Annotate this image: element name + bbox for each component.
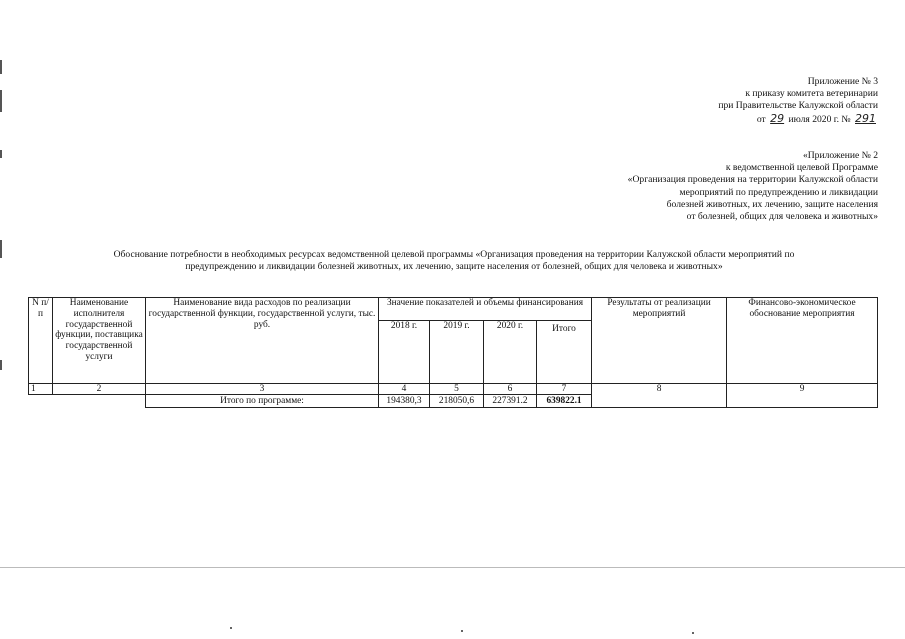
appendix-line: «Приложение № 2	[802, 150, 878, 161]
total-2018: 194380,3	[379, 395, 430, 408]
total-sum: 639822.1	[537, 395, 592, 408]
header-cell-2020: 2020 г.	[484, 321, 537, 384]
appendix-line: при Правительстве Калужской области	[718, 100, 878, 112]
appendix-date-line	[718, 113, 878, 126]
document-heading	[30, 249, 878, 272]
header-cell-justification: Финансово-экономическое обоснование мероприятия	[727, 298, 878, 384]
heading-line: предупреждению и ликвидации болезней животных, их лечению, защите населения от болезней, общих для человека и животных»	[185, 260, 723, 272]
scan-speck	[230, 627, 232, 629]
table-header-row	[29, 298, 878, 321]
header-cell-2019: 2019 г.	[430, 321, 484, 384]
total-2020: 227391.2	[484, 395, 537, 408]
scan-bottom-line	[0, 567, 905, 568]
total-label: Итого по программе:	[146, 395, 379, 408]
scan-speck	[461, 630, 463, 632]
column-number: 1	[29, 384, 53, 395]
column-number: 5	[430, 384, 484, 395]
date-prefix: от	[756, 113, 766, 125]
appendix-line: от болезней, общих для человека и животных»	[686, 211, 878, 223]
appendix-3-header	[718, 76, 878, 126]
heading-line: Обоснование потребности в необходимых ресурсах ведомственной целевой программы «Организация проведения на территории Калужской области мероприятий по	[113, 249, 795, 260]
column-number: 2	[53, 384, 146, 395]
header-cell-financing-group: Значение показателей и объемы финансирования	[379, 298, 592, 321]
column-number: 6	[484, 384, 537, 395]
header-cell-2018: 2018 г.	[379, 321, 430, 384]
handwritten-order-number: 291	[855, 111, 876, 125]
column-number: 7	[537, 384, 592, 395]
appendix-line: болезней животных, их лечению, защите населения	[666, 198, 878, 210]
appendix-line: к ведомственной целевой Программе	[725, 162, 878, 174]
scan-edge-marks	[0, 60, 3, 560]
column-number: 9	[727, 384, 878, 408]
column-number-row	[29, 384, 878, 395]
scan-speck	[692, 632, 694, 634]
appendix-line: «Организация проведения на территории Калужской области	[627, 174, 878, 186]
appendix-line: к приказу комитета ветеринарии	[745, 88, 878, 100]
header-cell-total: Итого	[537, 321, 592, 384]
header-cell-results: Результаты от реализации мероприятий	[592, 298, 727, 384]
header-cell-executor: Наименование исполнителя государственной функции, поставщика государственной услуги	[53, 298, 146, 384]
resources-table	[28, 297, 878, 408]
header-cell-index: N п/ п	[29, 298, 53, 384]
total-row-empty	[29, 395, 146, 408]
header-cell-expense-type: Наименование вида расходов по реализации государственной функции, государственной услуги, тыс. руб.	[146, 298, 379, 384]
handwritten-day: 29	[770, 111, 785, 125]
total-2019: 218050,6	[430, 395, 484, 408]
column-number: 3	[146, 384, 379, 395]
appendix-line: Приложение № 3	[807, 76, 878, 87]
date-middle: июля 2020 г. №	[788, 113, 851, 125]
column-number: 4	[379, 384, 430, 395]
column-number: 8	[592, 384, 727, 408]
appendix-line: мероприятий по предупреждению и ликвидации	[679, 186, 878, 198]
appendix-2-header	[628, 150, 878, 223]
